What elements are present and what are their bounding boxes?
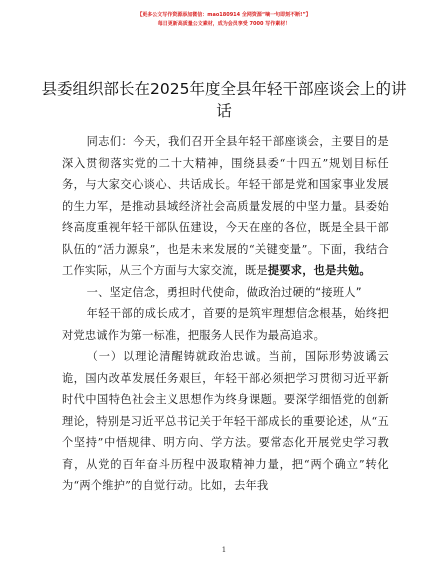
document-title: 县委组织部长在2025年度全县年轻干部座谈会上的讲话 xyxy=(41,80,407,120)
promo-banner-line-2: 每日更新高质量公文素材，成为会员享受 7000 写作素材！ xyxy=(157,21,291,27)
body-paragraph: 年轻干部的成长成才，首要的是筑牢理想信念根基，始终把对党忠诚作为第一标准，把服务人民作为最高追求。 xyxy=(62,307,389,342)
subsection-paragraph-1: （一）以理论清醒铸就政治忠诚。当前，国际形势波谲云诡，国内改革发展任务艰巨，年轻干部必须把学习贯彻习近平新时代中国特色社会主义思想作为终身课题。要深学细悟党的创新理论，特别是习近平总书记关于年轻干部成长的重要论述，从“五个坚持”中悟规律、明方向、学方法。要常态化开展党史学习教育，从党的百年奋斗历程中汲取精神力量，把“两个确立”转化为“两个维护”的自觉行动。比如，去年我 xyxy=(62,350,389,492)
promo-banner-line-1: 【更多公文写作资源添加微信：mao180914 全网资源“嘀一句即刻不断!”】 xyxy=(137,12,311,18)
document-body xyxy=(62,131,389,497)
intro-text: 同志们：今天，我们召开全县年轻干部座谈会，主要目的是深入贯彻落实党的二十大精神，围绕县委“十四五”规划目标任务，与大家交心谈心、共话成长。年轻干部是党和国家事业发展的生力军，是推动县域经济社会高质量发展的中坚力量。县委始终高度重视年轻干部队伍建设，今天在座的各位，既是全县干部队伍的“活力源泉”，也是未来发展的“关键变量”。下面，我结合工作实际，从三个方面与大家交流，既是 xyxy=(62,135,389,277)
body-paragraph-intro xyxy=(62,131,389,282)
section-heading-1: 一、坚定信念，勇担时代使命，做政治过硬的“接班人” xyxy=(86,285,362,299)
intro-bold-text: 提要求，也是共勉。 xyxy=(267,263,371,277)
page-number: 1 xyxy=(221,546,227,554)
